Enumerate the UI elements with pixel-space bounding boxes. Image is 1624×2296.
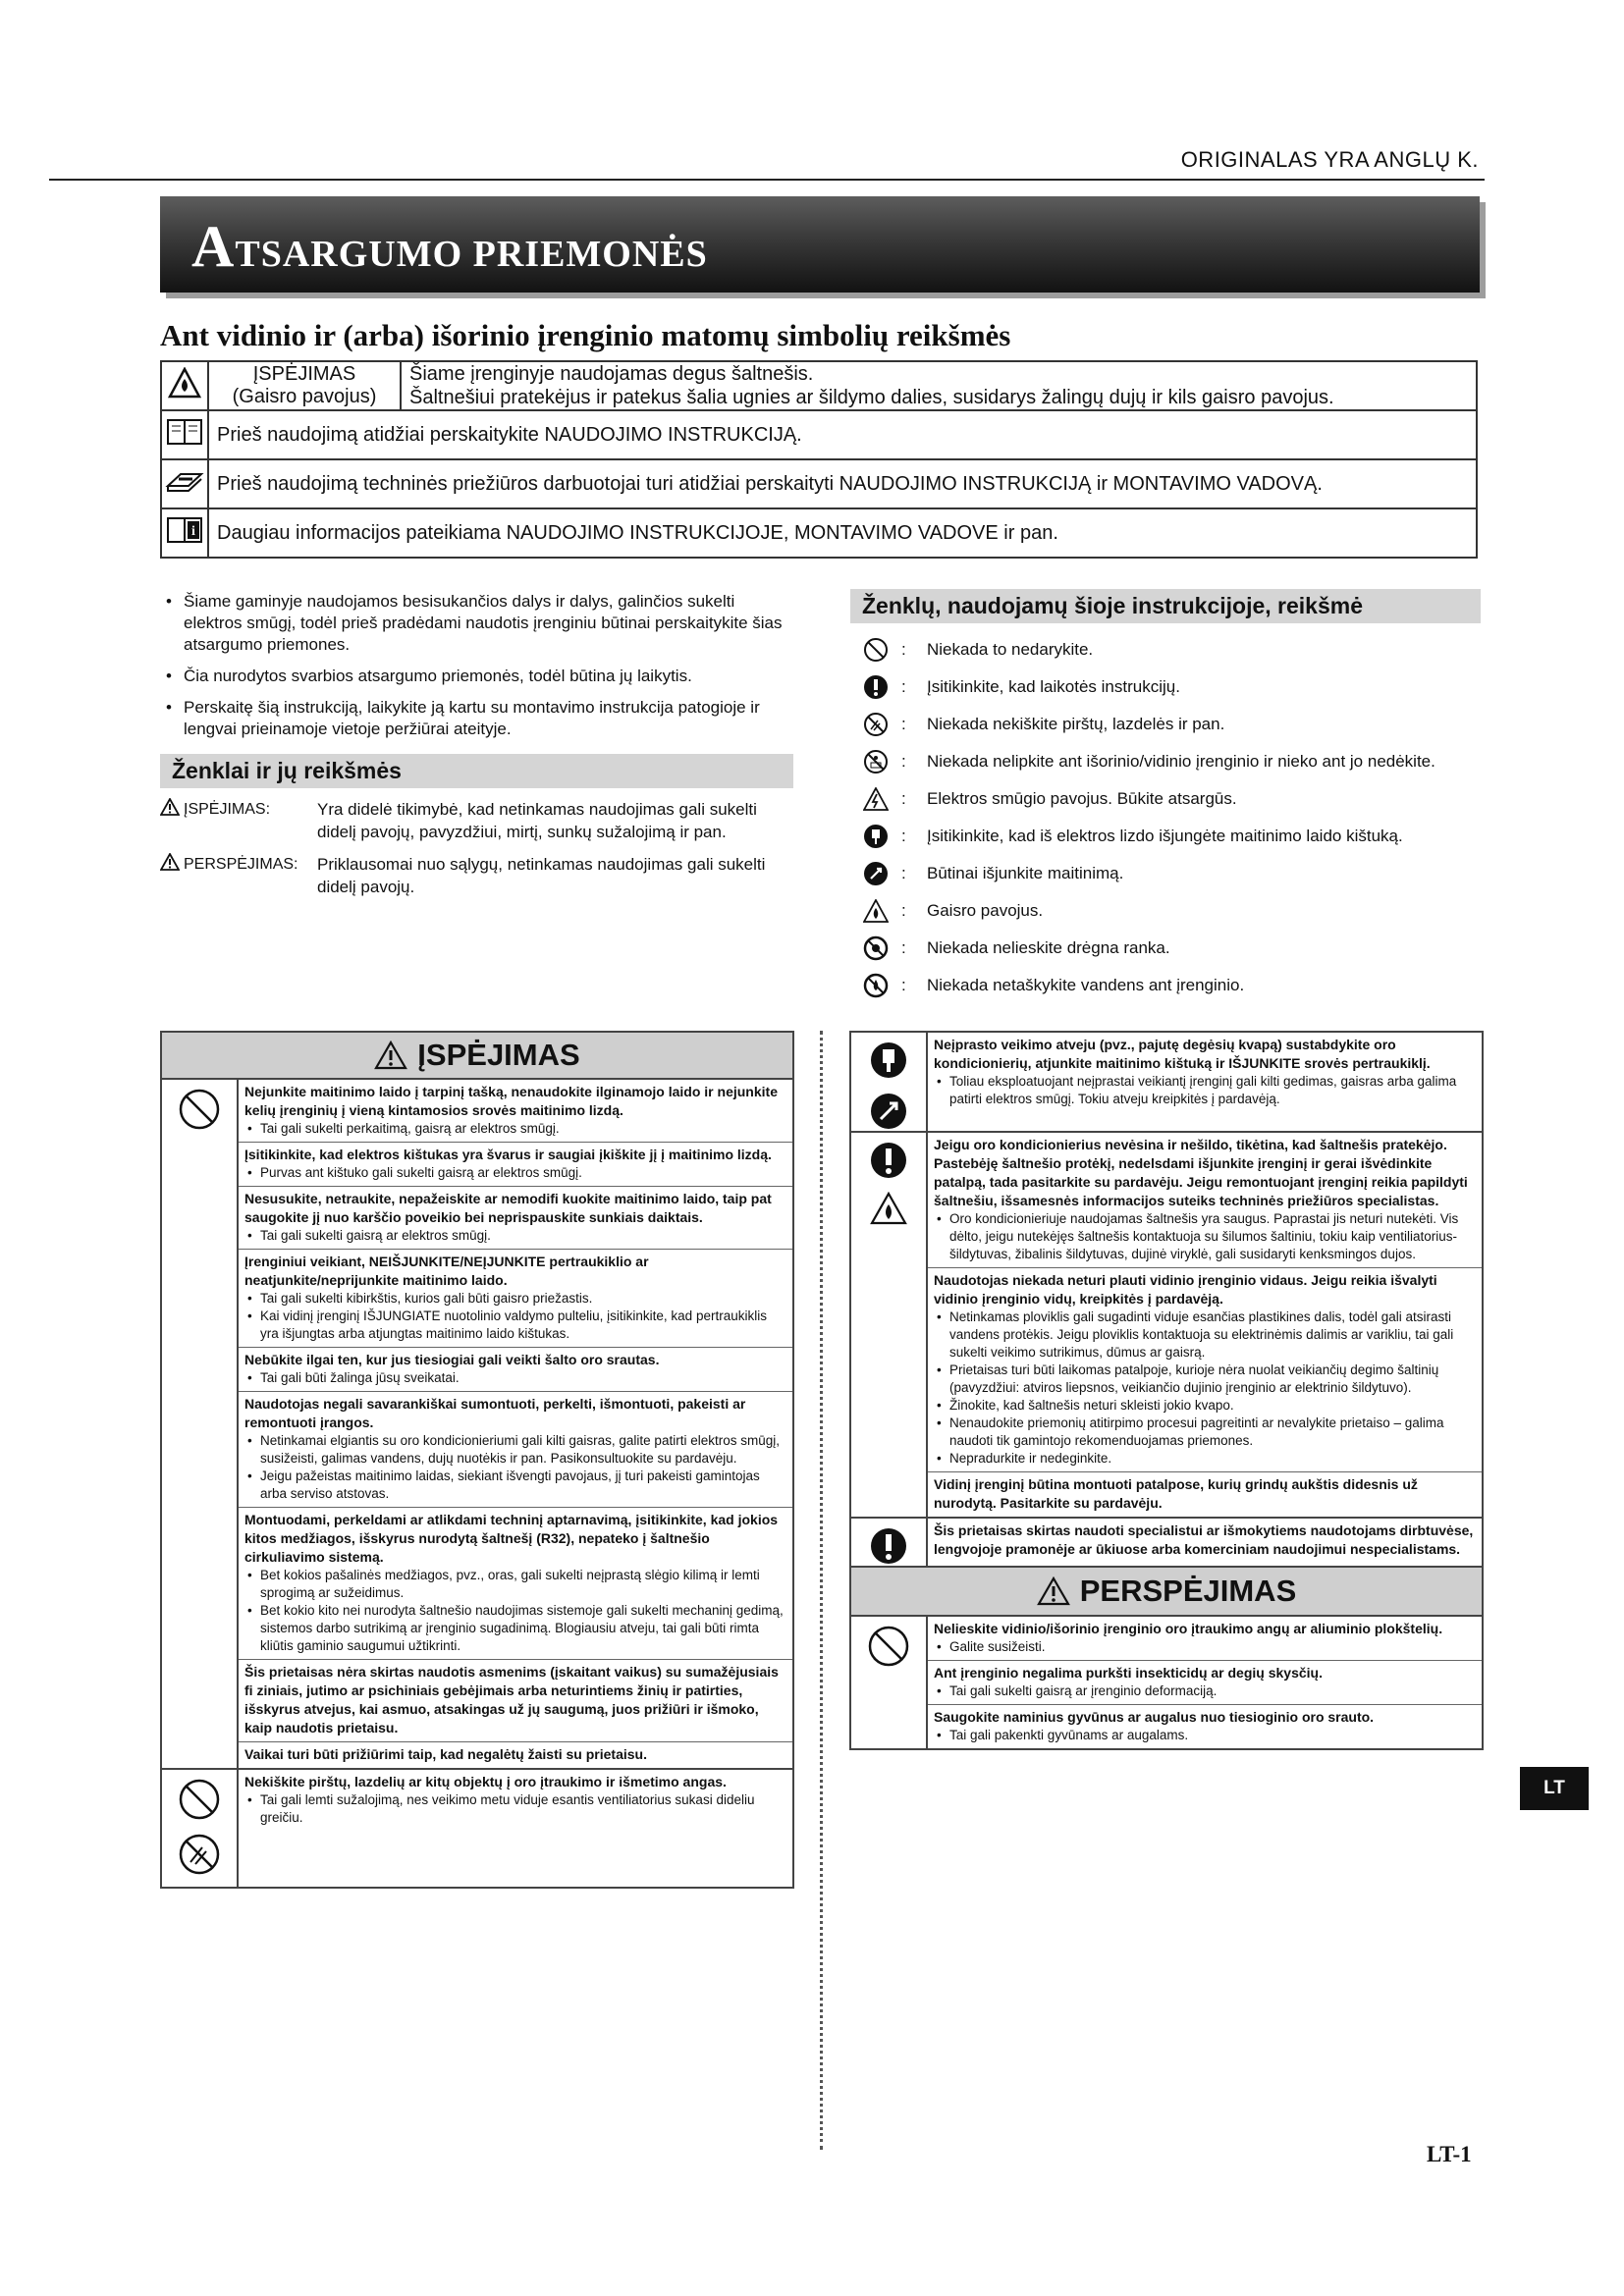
meaning-row: : Gaisro pavojus. [850,892,1481,930]
intro-item: • Šiame gaminyje naudojamos besisukančios dalys ir dalys, galinčios sukelti elektros smūgį, todėl prieš pradėdami naudotis įrenginiu būtinai perskaitykite šias atsargumo priemones. [160,591,793,656]
prohibited-icon [178,1778,221,1821]
caution-box-header: PERSPĖJIMAS [851,1568,1482,1617]
original-language-note: ORIGINALAS YRA ANGLŲ K. [1180,147,1479,172]
column-divider [820,1031,823,2150]
page-number: LT-1 [1427,2142,1472,2166]
sign-caution-key: PERSPĖJIMAS: [160,853,317,898]
sign-caution-row [160,853,793,898]
meanings-list [850,631,1481,1004]
sign-caution-text: Priklausomai nuo sąlygų, netinkamas naudojimas gali sukelti didelį pavojų. [317,855,766,896]
warning-item: Įrenginiui veikiant, NEIŠJUNKITE/NEĮJUNKITE pertraukiklio ar neatjunkite/neprijunkite maitinimo laido. • Tai gali sukelti kibirkštis, kurios gali būti gaisro priežastis. • Kai vidinį įrenginį IŠJUNGIATE nuotolinio valdymo pulteliu, įsitikinkite, kad pertraukiklis yra išjungtas arba atjungtas maitinimo laido kištukas. [239,1250,792,1348]
page-title: ATSARGUMO PRIEMONĖS [191,214,708,279]
intro-section [160,591,793,898]
symbols-row-warning [161,361,1477,410]
prohibited-icon [178,1088,221,1131]
prohibited-icon [850,637,901,663]
no-water-icon [850,973,901,998]
warning-box [160,1031,794,1889]
warning-item: Nejunkite maitinimo laido į tarpinį tašką, nenaudokite ilginamojo laido ir nejunkite kelių įrenginių į vieną kintamosios srovės maitinimo lizdą. • Tai gali sukelti perkaitimą, gaisrą ar elektros smūgį. [239,1080,792,1143]
symbols-table [160,360,1478,559]
no-wet-hands-icon [850,935,901,961]
warning-item: Naudotojas negali savarankiškai sumontuoti, perkelti, išmontuoti, pakeisti ar remontuoti įrangos. • Netinkamai elgiantis su oro kondicionieriumi gali kilti gaisras, galite patirti elektros smūgį, susižeisti, galimas vandens, dujų nuotėkis ir pan. Pasikonsultuokite su pardavėju. • Jeigu pažeistas maitinimo laidas, siekiant išvengti pavojaus, jį turi pakeisti gamintojas arba serviso atstovas. [239,1392,792,1508]
warning-item: Vidinį įrenginį būtina montuoti patalpose, kurių grindų aukštis didesnis už nurodytą. Pasitarkite su pardavėju. [934,1476,1418,1511]
warning-text-cell: Šiame įrenginyje naudojamas degus šaltnešis. Šaltnešiui pratekėjus ir patekus šalia ugnies ar šildymo dalies, susidarys žalingų dujų ir kils gaisro pavojus. [401,361,1477,410]
meaning-row: : Elektros smūgio pavojus. Būkite atsargūs. [850,780,1481,818]
meaning-row: : Niekada to nedarykite. [850,631,1481,668]
warning-item: Neįprasto veikimo atveju (pvz., pajutę degėsių kvapą) sustabdykite oro kondicionierių, atjunkite maitinimo kištuką ir IŠJUNKITE srovės pertraukiklį. • Toliau eksploatuojant neįprastai veikiantį įrenginį gali kilti gedimas, gaisras arba galima patirti elektros smūgį. Tokiu atveju kreipkitės į pardavėją. [928,1033,1482,1112]
meaning-row: : Niekada nelipkite ant išorinio/vidinio įrenginio ir nieko ant jo nedėkite. [850,743,1481,780]
warning-group-general [162,1080,792,1770]
info-text: Daugiau informacijos pateikiama NAUDOJIMO INSTRUKCIJOJE, MONTAVIMO VADOVE ir pan. [208,508,1477,558]
fire-warning-icon [161,361,208,410]
warning-item: Nebūkite ilgai ten, kur jus tiesiogiai gali veikti šalto oro srautas. • Tai gali būti žalinga jūsų sveikatai. [239,1348,792,1392]
intro-item: • Čia nurodytos svarbios atsargumo priemonės, todėl būtina jų laikytis. [160,666,793,687]
meaning-row: : Niekada nekiškite pirštų, lazdelės ir pan. [850,706,1481,743]
symbols-row-service-manual [161,459,1477,508]
warning-group-refrigerant [851,1133,1482,1519]
service-manual-icon [161,459,208,508]
warning-group-fingers [162,1770,792,1887]
warning-label-cell: ĮSPĖJIMAS (Gaisro pavojus) [208,361,401,410]
no-climbing-icon [850,749,901,774]
caution-triangle-icon [160,853,180,871]
meaning-row: : Būtinai išjunkite maitinimą. [850,855,1481,892]
service-manual-text: Prieš naudojimą techninės priežiūros darbuotojai turi atidžiai perskaityti NAUDOJIMO INSTRUKCIJĄ ir MONTAVIMO VADOVĄ. [208,459,1477,508]
warning-item: Įsitikinkite, kad elektros kištukas yra švarus ir saugiai įkiškite jį į maitinimo lizdą. • Purvas ant kištuko gali sukelti gaisrą ar elektros smūgį. [239,1143,792,1187]
caution-item: Ant įrenginio negalima purkšti insekticidų ar degių skysčių. • Tai gali sukelti gaisrą ar įrenginio deformaciją. [928,1661,1482,1705]
mandatory-icon [850,674,901,700]
svg-text:i: i [191,524,195,539]
sign-warning-key: ĮSPĖJIMAS: [160,798,317,843]
no-fingers-icon [850,712,901,737]
unplug-icon [869,1041,908,1080]
title-banner [160,196,1480,293]
language-tab: LT [1520,1767,1589,1810]
warning-group-specialist [851,1519,1482,1568]
power-off-icon [869,1092,908,1131]
symbols-heading: Ant vidinio ir (arba) išorinio įrenginio matomų simbolių reikšmės [160,318,1011,352]
caution-group [851,1617,1482,1748]
meaning-row: : Įsitikinkite, kad laikotės instrukcijų. [850,668,1481,706]
read-manual-text: Prieš naudojimą atidžiai perskaitykite NAUDOJIMO INSTRUKCIJĄ. [208,410,1477,459]
meaning-row: : Įsitikinkite, kad iš elektros lizdo išjungėte maitinimo laido kištuką. [850,818,1481,855]
manual-book-icon [161,410,208,459]
unplug-icon [850,824,901,849]
caution-triangle-icon [1037,1576,1070,1606]
meanings-section [850,589,1481,1004]
symbols-row-read-manual [161,410,1477,459]
meaning-row: : Niekada nelieskite drėgna ranka. [850,930,1481,967]
warning-item: Nesusukite, netraukite, nepažeiskite ar nemodifi kuokite maitinimo laido, taip pat saugokite jį nuo karščio poveikio bei neprispauskite sunkiais daiktais. • Tai gali sukelti gaisrą ar elektros smūgį. [239,1187,792,1250]
warning-group-abnormal [851,1033,1482,1133]
warning-item: Vaikai turi būti prižiūrimi taip, kad negalėtų žaisti su prietaisu. [244,1746,647,1762]
electric-shock-icon [850,787,901,811]
warning-item: Montuodami, perkeldami ar atlikdami techninį aptarnavimą, įsitikinkite, kad jokios kitos medžiagos, išskyrus nurodytą šaltnešį (R32), nepateko į šaltnešio cirkuliavimo sistemą. • Bet kokios pašalinės medžiagos, pvz., oras, gali sukelti neįprastą slėgio kilimą ir lemti sprogimą ar sužeidimus. • Bet kokio kito nei nurodyta šaltnešio naudojimas sistemoje gali sukelti mechaninį gedimą, sistemos darbo sutrikimą ar įrenginio sugadinimą. Blogiausiu atveju, tai gali būti rimta kliūtis gaminio saugumui užtikrinti. [239,1508,792,1660]
power-off-icon [850,861,901,886]
warning-item: Naudotojas niekada neturi plauti vidinio įrenginio vidaus. Jeigu reikia išvalyti vidinio įrenginio vidų, kreipkitės į pardavėją. • Netinkamas ploviklis gali sugadinti viduje esančias plastikines dalis, todėl gali atsirasti vandens protėkis. Jeigu ploviklis kontaktuoja su elektrinėmis dalimis ar varikliu, tai gali sukelti veikimo sutrikimus, dūmus ar gaisrą. • Prietaisas turi būti laikomas patalpoje, kurioje nėra nuolat veikiančių degimo šaltinių (pavyzdžiui: atviros liepsnos, veikiančio dujinio įrenginio ar elektrinio šildytuvo). • Žinokite, kad šaltnešis neturi skleisti jokio kvapo. • Nenaudokite priemonių atitirpimo procesui pagreitinti ar nevalykite prietaiso – galima naudoti tik gamintojo rekomenduojamas priemones. • Nepradurkite ir nedeginkite. [928,1268,1482,1472]
intro-list [160,591,793,740]
warning-item: Šis prietaisas nėra skirtas naudotis asmenims (įskaitant vaikus) su sumažėjusiais fi ziniais, jutimo ar psichiniais gebėjimais arba neturintiems žinių ir patirties, išskyrus atvejus, kai asmuo, atsakingas už jų saugumą, juos prižiūri ir išmoko, kaip naudotis prietaisu. [239,1660,792,1742]
fire-hazard-icon [850,899,901,923]
prohibited-icon [867,1625,910,1668]
warning-box-continued [849,1031,1484,1750]
warning-item: Šis prietaisas skirtas naudoti specialistui ar išmokytiems naudotojams dirbtuvėse, lengvojoje pramonėje ar ūkiuose arba komerciniam naudojimui nespecialistams. [934,1522,1474,1557]
caution-item: Saugokite naminius gyvūnus ar augalus nuo tiesioginio oro srauto. • Tai gali pakenkti gyvūnams ar augalams. [928,1705,1482,1748]
meaning-row: : Niekada netaškykite vandens ant įrenginio. [850,967,1481,1004]
mandatory-icon [869,1526,908,1566]
info-book-icon [161,508,208,558]
mandatory-icon [869,1141,908,1180]
warning-item: Nekiškite pirštų, lazdelių ar kitų objektų į oro įtraukimo ir išmetimo angas. • Tai gali lemti sužalojimą, nes veikimo metu viduje esantis ventiliatorius sukasi dideliu greičiu. [239,1770,792,1887]
meanings-section-title: Ženklų, naudojamų šioje instrukcijoje, reikšmė [850,589,1481,623]
symbols-row-info [161,508,1477,558]
sign-warning-row [160,798,793,843]
fire-hazard-icon [870,1192,907,1225]
warning-triangle-icon [160,798,180,816]
caution-item: Nelieskite vidinio/išorinio įrenginio oro įtraukimo angų ar aliuminio plokštelių. • Galite susižeisti. [928,1617,1482,1661]
signs-section-title: Ženklai ir jų reikšmės [160,754,793,788]
header-rule [49,179,1485,181]
intro-item: • Perskaitę šią instrukciją, laikykite ją kartu su montavimo instrukcija patogioje ir lengvai prieinamoje vietoje peržiūrai ateityje. [160,697,793,740]
no-fingers-icon [178,1833,221,1876]
warning-item: Jeigu oro kondicionierius nevėsina ir nešildo, tikėtina, kad šaltnešis pratekėjo. Pastebėję šaltnešio protėkį, nedelsdami išjunkite įrenginį ir gerai išvėdinkite patalpą, tada pasitarkite su pardavėju. Jeigu remontuojant įrenginį reikia papildyti šaltnešiu, išsamesnės informacijos suteiks techninės priežiūros specialistas. • Oro kondicionieriuje naudojamas šaltnešis yra saugus. Paprastai jis neturi nutekėti. Vis dėlto, jeigu nutekėjęs šaltnešis kontaktuoja su šilumos šaltiniu, tokiu kaip ventiliatorius-šildytuvas, žibalinis šildytuvas, dujinė viryklė, gali susidaryti kenksmingos dujos. [928,1133,1482,1268]
warning-box-header: ĮSPĖJIMAS [162,1033,792,1080]
sign-warning-text: Yra didelė tikimybė, kad netinkamas naudojimas gali sukelti didelį pavojų, pavyzdžiui, mirtį, sunkų sužalojimą ir pan. [317,800,757,841]
warning-triangle-icon [374,1041,407,1070]
